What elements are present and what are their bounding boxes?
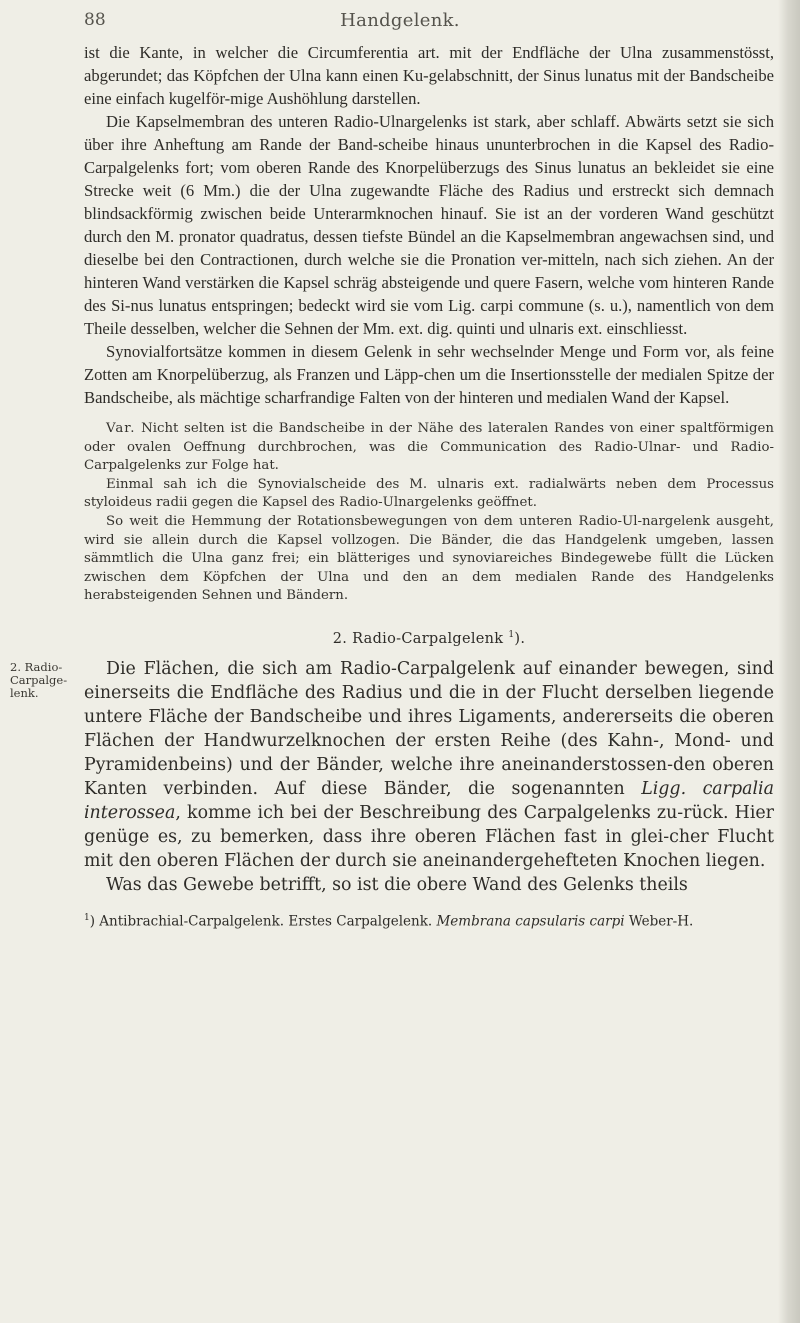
var-label: Var. xyxy=(106,421,136,436)
section-heading-end: ). xyxy=(514,630,526,647)
footnote-text-italic: Membrana capsularis carpi xyxy=(436,913,625,930)
section-heading xyxy=(84,630,774,647)
footnote-text-a: Antibrachial-Carpalgelenk. Erstes Carpalgelenk. xyxy=(95,913,437,930)
small-note-1 xyxy=(84,420,774,476)
page-body xyxy=(84,41,774,897)
page-spine-shadow xyxy=(778,0,800,1323)
section-heading-text: 2. Radio-Carpalgelenk xyxy=(332,630,504,647)
page-header xyxy=(0,10,800,36)
paragraph-2: Die Kapselmembran des unteren Radio-Ulnargelenks ist stark, aber schlaff. Abwärts setzt sie sich über ihre Anheftung am Rande der Band-scheibe hinaus ununterbrochen in die Kapsel des Radio-Carpalgelenks fort; vom oberen Rande des Knorpelüberzugs des Sinus lunatus an bekleidet sie eine Strecke weit (6 Mm.) die der Ulna zugewandte Fläche des Radius und erstreckt sich demnach blindsackförmig zwischen beide Unterarmknochen hinauf. Sie ist an der vorderen Wand geschützt durch den M. pronator quadratus, dessen tiefste Bündel an die Kapselmembran angewachsen sind, und dieselbe bei den Contractionen, durch welche sie die Pronation ver-mitteln, nach sich ziehen. An der hinteren Wand verstärken die Kapsel schräg absteigende und quere Fasern, welche vom hinteren Rande des Si-nus lunatus entspringen; bedeckt wird sie vom Lig. carpi commune (s. u.), namentlich von dem Theile desselben, welcher die Sehnen der Mm. ext. dig. quinti und ulnaris ext. einschliesst. xyxy=(84,112,774,338)
variation-notes xyxy=(84,420,774,606)
paragraph-4-a: Die Flächen, die sich am Radio-Carpalgelenk auf einander bewegen, sind einerseits die Endfläche des Radius und die in der Flucht derselben liegende untere Fläche der Bandscheibe und ihres Ligaments, andererseits die oberen Flächen der Handwurzelknochen der ersten Reihe (des Kahn-, Mond- und Pyramidenbeins) und der Bänder, welche ihre aneinanderstossen-den oberen Kanten verbinden. Auf diese Bänder, die sogenannten xyxy=(84,658,774,799)
paragraph-1: ist die Kante, in welcher die Circumferentia art. mit der Endfläche der Ulna zusammenstösst, abgerundet; das Köpfchen der Ulna kann einen Ku-gelabschnitt, der Sinus lunatus mit der Bandscheibe eine einfach kugelför-mige Aushöhlung darstellen. xyxy=(84,43,774,108)
paragraph-4-italic: Ligg. carpalia interossea xyxy=(84,778,774,823)
page-number: 88 xyxy=(84,10,106,30)
footnote-mark: 1 xyxy=(84,913,90,923)
running-head: Handgelenk. xyxy=(340,10,460,31)
section-footnote-mark: 1 xyxy=(508,629,515,640)
paragraph-4 xyxy=(84,657,774,873)
footnote: $^1$) Antibrachial-Carpalgelenk. Erstes Carpalgelenk. Membrana capsularis carpi Weber-H. xyxy=(84,913,694,930)
margin-note: 2. Radio-Carpalge-lenk. xyxy=(10,660,68,700)
small-note-2: Einmal sah ich die Synovialscheide des M. ulnaris ext. radialwärts neben dem Processus styloideus radii gegen die Kapsel des Radio-Ulnargelenks geöffnet. xyxy=(84,476,774,511)
small-note-1-text: Nicht selten ist die Bandscheibe in der Nähe des lateralen Randes von einer spaltförmigen oder ovalen Oeffnung durchbrochen, was die Communication des Radio-Ulnar- und Radio-Carpalgelenks zur Folge hat. xyxy=(84,421,774,474)
paragraph-3: Synovialfortsätze kommen in diesem Gelenk in sehr wechselnder Menge und Form vor, als feine Zotten am Knorpelüberzug, als Franzen und Läpp-chen um die Insertionsstelle der medialen Spitze der Bandscheibe, als mächtige scharfrandige Falten von der hinteren und medialen Wand der Kapsel. xyxy=(84,342,774,407)
small-note-3: So weit die Hemmung der Rotationsbewegungen von dem unteren Radio-Ul-nargelenk ausgeht, wird sie allein durch die Kapsel vollzogen. Die Bänder, die das Handgelenk umgeben, lassen sämmtlich die Ulna ganz frei; ein blätteriges und synoviareiches Bindegewebe füllt die Lücken zwischen dem Köpfchen der Ulna und den an dem medialen Rande des Handgelenks herabsteigenden Sehnen und Bändern. xyxy=(84,513,774,604)
footnote-text-b: Weber-H. xyxy=(624,913,694,930)
paragraph-5: Was das Gewebe betrifft, so ist die obere Wand des Gelenks theils xyxy=(106,874,688,895)
paragraph-4-b: , komme ich bei der Beschreibung des Carpalgelenks zu-rück. Hier genüge es, zu bemerken, dass ihre oberen Flächen fast in glei-cher Flucht mit den oberen Flächen der durch sie aneinandergehefteten Knochen liegen. xyxy=(84,802,774,871)
